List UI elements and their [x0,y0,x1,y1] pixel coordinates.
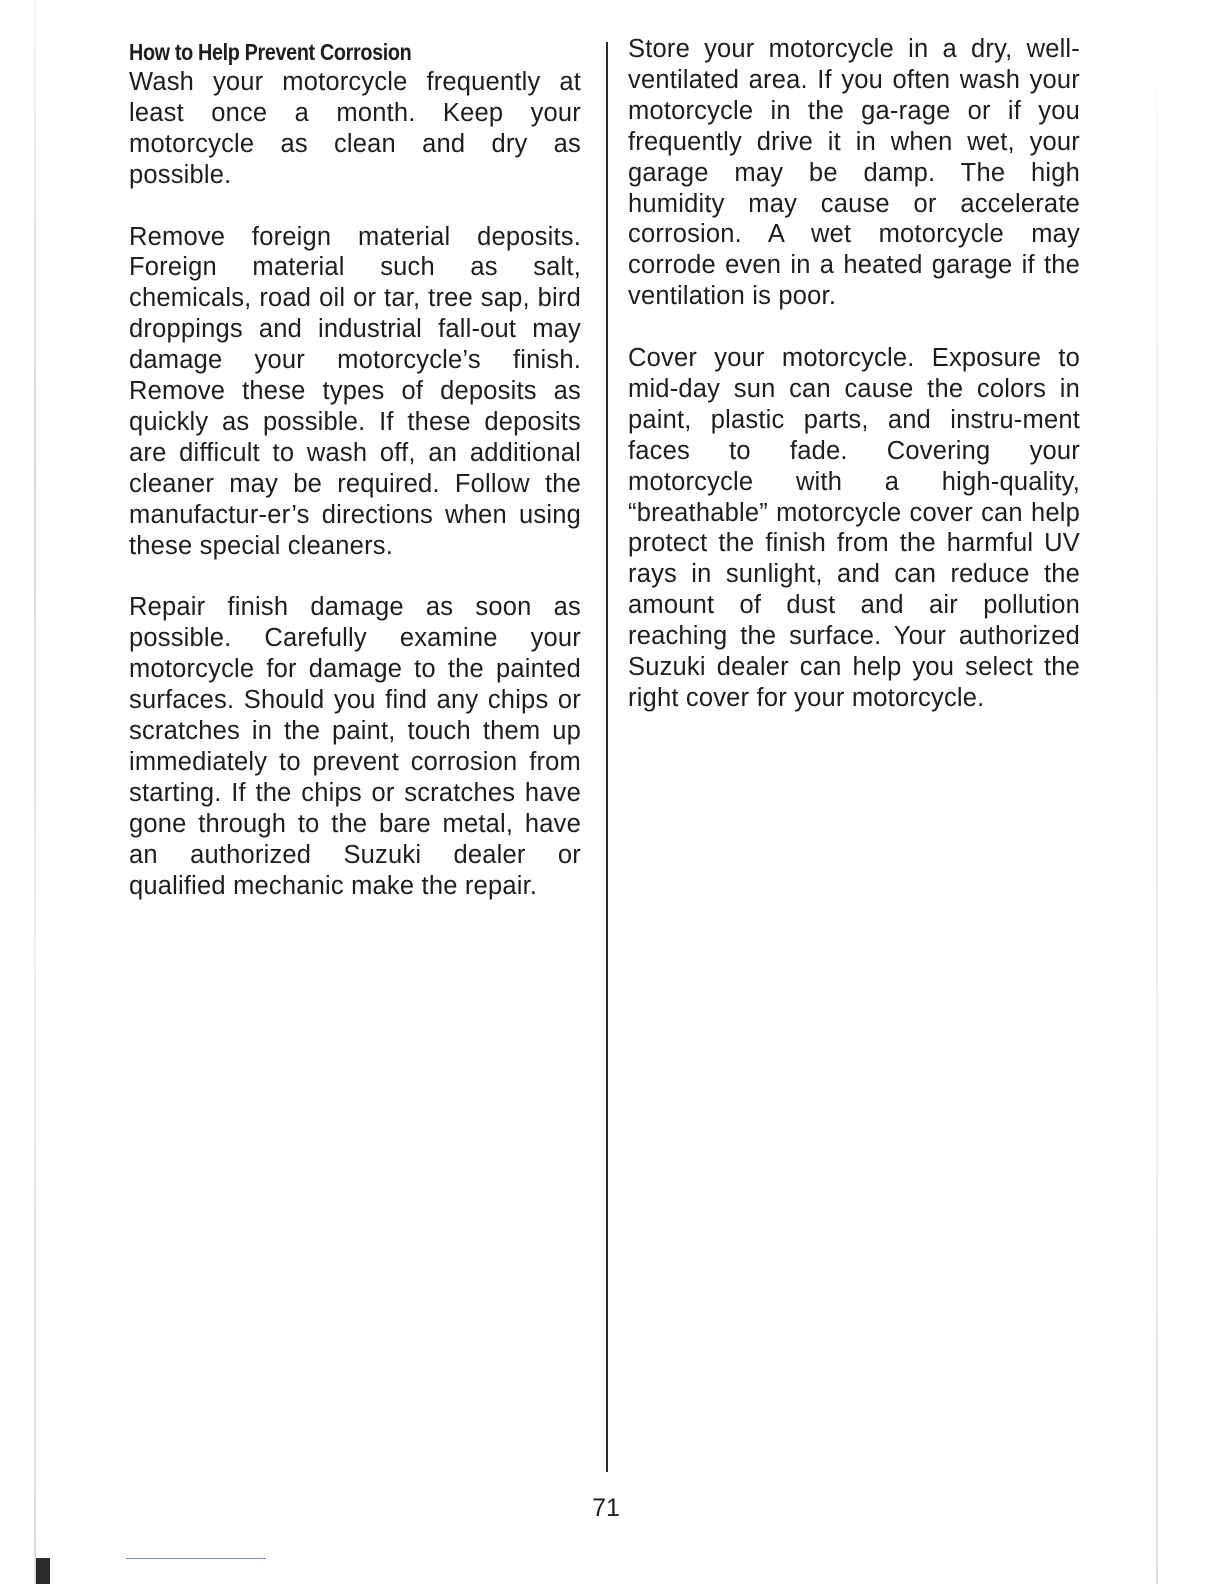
paragraph-remove-deposits: Remove foreign material deposits. Foreign material such as salt, chemicals, road oil or tar, tree sap, bird droppings and industrial fall-out may damage your motorcycle’s finish. Remove these types of deposits as quickly as possible. If these deposits are difficult to wash off, an additional cleaner may be required. Follow the manufactur-er’s directions when using these special cleaners. [129,222,581,560]
page-number: 71 [592,1494,620,1522]
left-column [129,34,581,932]
right-column [628,34,1080,745]
scan-edge-right [1156,0,1158,1584]
corner-mark [36,1558,50,1584]
paragraph-store: Store your motorcycle in a dry, well-ventilated area. If you often wash your motorcycle in the ga-rage or if you frequently drive it in when wet, your garage may be damp. The high humidity may cause or accelerate corrosion. A wet motorcycle may corrode even in a heated garage if the ventilation is poor. [628,35,1080,311]
bottom-rule [126,1558,266,1559]
scan-edge-left [34,0,36,1584]
column-divider [606,42,608,1472]
paragraph-cover: Cover your motorcycle. Exposure to mid-day sun can cause the colors in paint, plastic parts, and instru-ment faces to fade. Covering your motorcycle with a high-quality, “breathable” motorcycle cover can help protect the finish from the harmful UV rays in sunlight, and can reduce the amount of dust and air pollution reaching the surface. Your authorized Suzuki dealer can help you select the right cover for your motorcycle. [628,344,1080,713]
paragraph-wash: Wash your motorcycle frequently at least once a month. Keep your motorcycle as clean and dry as possible. [129,68,581,189]
section-heading: How to Help Prevent Corrosion [129,39,412,65]
paragraph-repair-finish: Repair finish damage as soon as possible. Carefully examine your motorcycle for damage to the painted surfaces. Should you find any chips or scratches in the paint, touch them up immediately to prevent corrosion from starting. If the chips or scratches have gone through to the bare metal, have an authorized Suzuki dealer or qualified mechanic make the repair. [129,593,581,900]
